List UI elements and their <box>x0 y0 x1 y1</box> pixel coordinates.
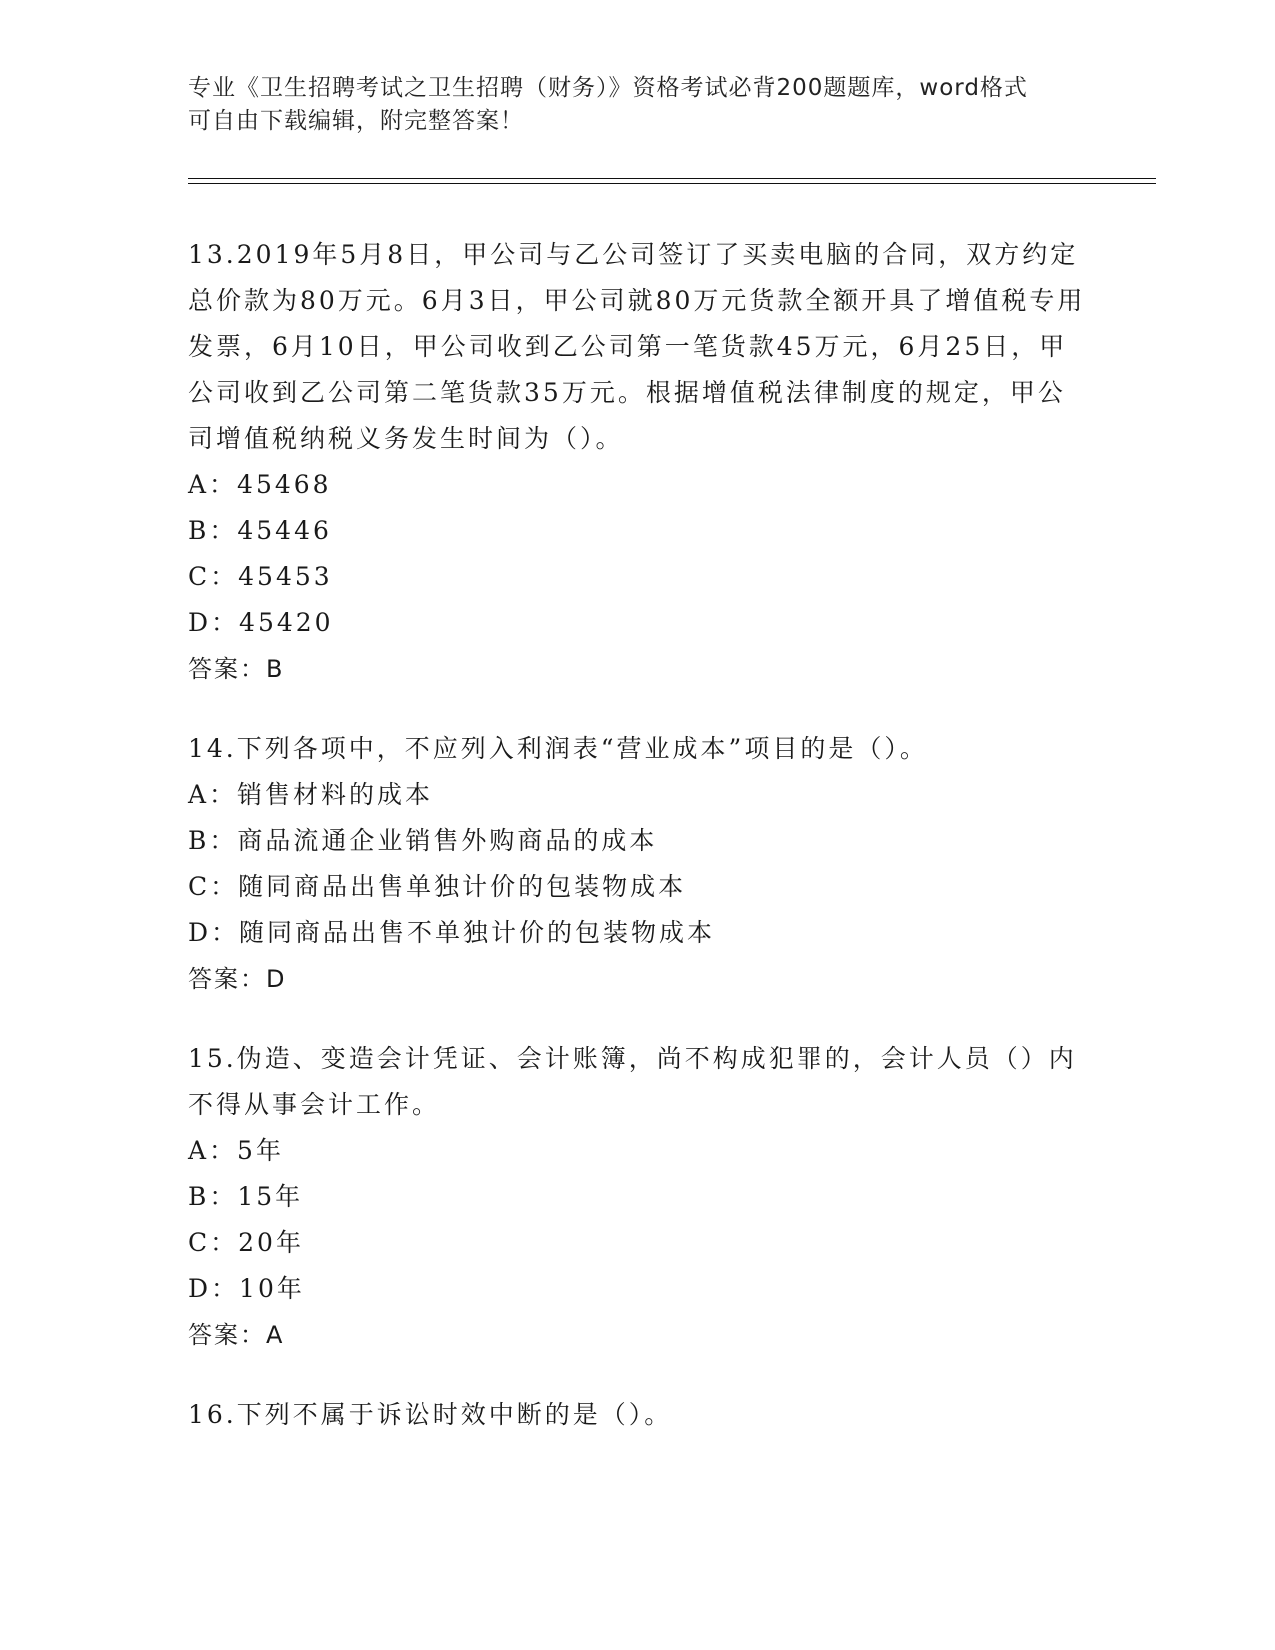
question-15 <box>188 1036 1088 1358</box>
question-stem: 16.下列不属于诉讼时效中断的是（）。 <box>188 1400 673 1429</box>
answer-line: 答案：D <box>188 965 287 993</box>
question-13 <box>188 232 1088 692</box>
answer-line: 答案：A <box>188 1321 285 1349</box>
header-line-1: 专业《卫生招聘考试之卫生招聘（财务）》资格考试必背200题题库，word格式 <box>188 75 1028 101</box>
question-stem: 13.2019年5月8日，甲公司与乙公司签订了买卖电脑的合同，双方约定总价款为80万元。6月3日，甲公司就80万元货款全额开具了增值税专用发票，6月10日，甲公司收到乙公司第一笔货款45万元，6月25日，甲公司收到乙公司第二笔货款35万元。根据增值税法律制度的规定，甲公司增值税纳税义务发生时间为（）。 <box>188 240 1086 453</box>
question-14 <box>188 726 1088 1002</box>
option-d: D：45420 <box>188 608 334 637</box>
question-16 <box>188 1392 1088 1438</box>
option-d: D：10年 <box>188 1274 305 1303</box>
option-b: B：15年 <box>188 1182 304 1211</box>
option-d: D：随同商品出售不单独计价的包装物成本 <box>188 918 716 947</box>
option-c: C：45453 <box>188 562 333 591</box>
option-a: A：销售材料的成本 <box>188 780 434 809</box>
option-a: A：45468 <box>188 470 332 499</box>
header-line-2: 可自由下载编辑，附完整答案！ <box>188 108 524 134</box>
question-list <box>188 232 1088 1438</box>
option-c: C：20年 <box>188 1228 304 1257</box>
question-stem: 15.伪造、变造会计凭证、会计账簿，尚不构成犯罪的，会计人员（）内不得从事会计工作。 <box>188 1044 1077 1119</box>
header-rule-top <box>188 178 1156 179</box>
option-a: A：5年 <box>188 1136 284 1165</box>
document-header <box>188 72 1078 138</box>
option-b: B：45446 <box>188 516 332 545</box>
header-rule-bottom <box>188 183 1156 184</box>
option-b: B：商品流通企业销售外购商品的成本 <box>188 826 658 855</box>
option-c: C：随同商品出售单独计价的包装物成本 <box>188 872 687 901</box>
question-stem: 14.下列各项中，不应列入利润表“营业成本”项目的是（）。 <box>188 734 928 763</box>
answer-line: 答案：B <box>188 655 285 683</box>
